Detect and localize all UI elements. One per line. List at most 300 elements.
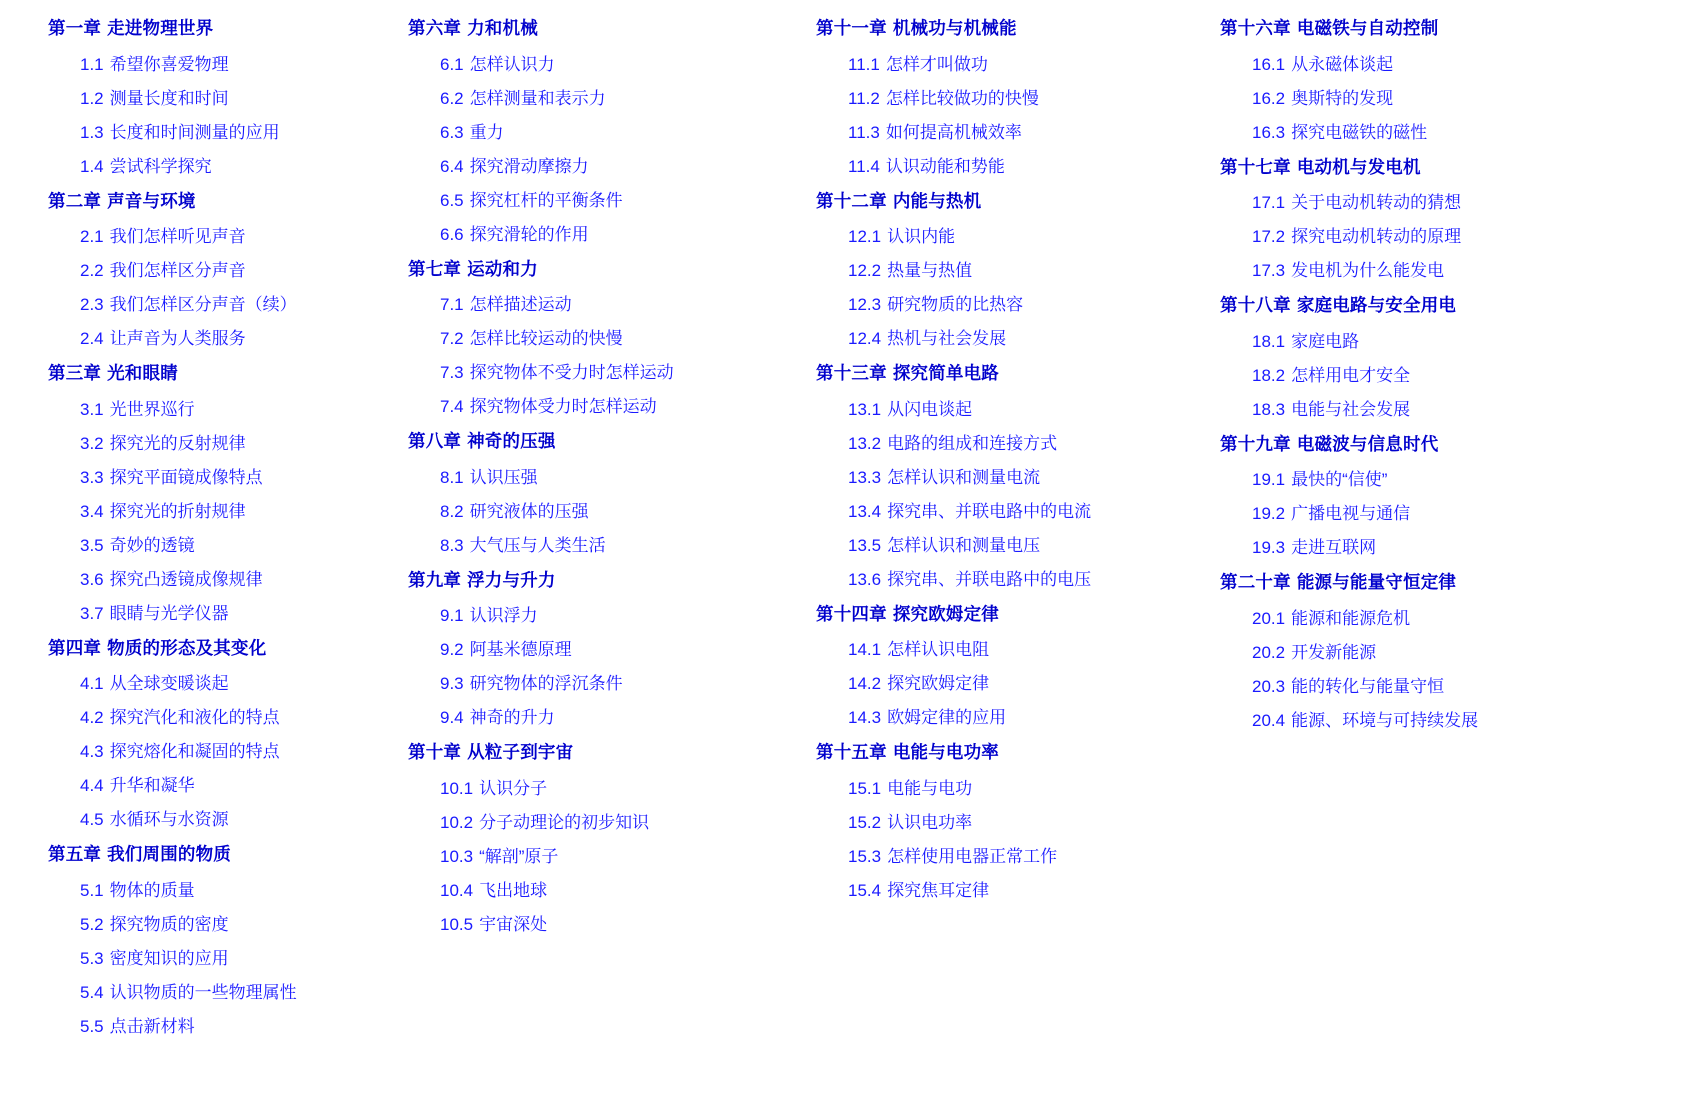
section-link[interactable]: [1220, 324, 1692, 358]
chapter-title: 电能与电功率: [892, 742, 1000, 762]
section-title: 认识浮力: [469, 606, 538, 625]
section-number: 20.2: [1252, 642, 1286, 662]
section-number: 12.3: [848, 295, 882, 314]
section-title: 光世界巡行: [109, 399, 195, 419]
section-title: 能源和能源危机: [1291, 608, 1411, 628]
section-number: 9.1: [440, 606, 464, 625]
section-number: 15.4: [848, 880, 882, 900]
section-title: 希望你喜爱物理: [109, 54, 229, 74]
section-number: 4.1: [80, 674, 104, 693]
chapter-link[interactable]: [1220, 10, 1692, 47]
section-number: 16.2: [1252, 88, 1286, 108]
chapter-number: 第二章: [48, 190, 102, 211]
chapter-number: 第一章: [48, 18, 102, 38]
section-number: 3.6: [80, 569, 104, 589]
section-title: 我们怎样听见声音: [109, 227, 246, 246]
section-number: 15.2: [848, 812, 882, 832]
chapter-title: 电磁铁与自动控制: [1296, 18, 1439, 38]
section-link[interactable]: [408, 287, 804, 321]
section-link[interactable]: [408, 598, 804, 632]
section-link[interactable]: [48, 47, 400, 81]
toc-column: [804, 10, 1212, 907]
chapter-title: 能源与能量守恒定律: [1296, 572, 1457, 592]
section-link[interactable]: [48, 596, 400, 630]
section-number: 15.3: [848, 846, 882, 866]
section-title: 认识内能: [887, 227, 956, 246]
chapter-number: 第八章: [408, 431, 462, 451]
section-title: 欧姆定律的应用: [887, 708, 1007, 727]
section-title: 认识分子: [479, 778, 548, 798]
section-link[interactable]: [48, 700, 400, 734]
section-link[interactable]: [48, 907, 400, 941]
chapter-number: 第十一章: [816, 18, 887, 38]
chapter-link[interactable]: [408, 562, 804, 599]
section-link[interactable]: [48, 149, 400, 183]
section-link[interactable]: [1220, 81, 1692, 115]
section-number: 13.4: [848, 501, 882, 521]
section-link[interactable]: [816, 253, 1212, 287]
section-title: 探究串、并联电路中的电流: [887, 501, 1092, 521]
section-title: 从闪电谈起: [887, 399, 973, 419]
section-link[interactable]: [1220, 253, 1692, 287]
section-title: 家庭电路: [1291, 331, 1360, 351]
section-link[interactable]: [1220, 496, 1692, 530]
section-title: 探究焦耳定律: [887, 880, 990, 900]
section-link[interactable]: [816, 873, 1212, 907]
section-link[interactable]: [816, 115, 1212, 149]
section-number: 10.4: [440, 880, 474, 900]
section-link[interactable]: [816, 632, 1212, 666]
chapter-number: 第六章: [408, 18, 462, 38]
section-number: 6.4: [440, 156, 464, 176]
section-title: 宇宙深处: [479, 914, 548, 934]
section-title: 探究电磁铁的磁性: [1291, 122, 1428, 142]
section-number: 16.1: [1252, 54, 1286, 74]
section-number: 11.2: [848, 88, 880, 108]
chapter-title: 力和机械: [467, 18, 538, 38]
section-number: 18.3: [1252, 399, 1286, 419]
section-number: 7.2: [440, 329, 464, 348]
section-link[interactable]: [1220, 219, 1692, 253]
section-link[interactable]: [816, 528, 1212, 562]
section-title: 研究物质的比热容: [887, 295, 1024, 314]
chapter-number: 第三章: [48, 363, 102, 383]
section-title: 物体的质量: [109, 880, 195, 900]
section-link[interactable]: [48, 562, 400, 596]
section-link[interactable]: [48, 460, 400, 494]
section-title: 怎样比较做功的快慢: [885, 88, 1039, 108]
section-number: 2.3: [80, 295, 104, 314]
section-link[interactable]: [1220, 115, 1692, 149]
section-number: 1.3: [80, 122, 104, 142]
section-title: 密度知识的应用: [109, 948, 229, 968]
chapter-link[interactable]: [408, 423, 804, 460]
section-title: 分子动理论的初步知识: [479, 812, 650, 832]
chapter-title: 我们周围的物质: [107, 844, 232, 864]
section-link[interactable]: [408, 321, 804, 355]
toc-column: [400, 10, 804, 941]
chapter-link[interactable]: [408, 10, 804, 47]
section-title: 探究物体受力时怎样运动: [469, 397, 657, 416]
chapter-number: 第五章: [48, 844, 102, 864]
chapter-number: 第十九章: [1220, 433, 1291, 454]
section-title: 怎样才叫做功: [885, 54, 988, 74]
section-title: 怎样使用电器正常工作: [887, 846, 1058, 866]
section-title: 认识物质的一些物理属性: [109, 982, 297, 1002]
section-number: 11.4: [848, 156, 880, 176]
section-number: 12.4: [848, 329, 882, 348]
section-number: 12.1: [848, 227, 882, 246]
chapter-link[interactable]: [48, 630, 400, 667]
section-number: 12.2: [848, 261, 882, 280]
section-link[interactable]: [48, 321, 400, 355]
section-number: 3.1: [80, 399, 104, 419]
section-number: 3.3: [80, 467, 104, 487]
chapter-title: 家庭电路与安全用电: [1296, 295, 1457, 315]
section-number: 16.3: [1252, 122, 1286, 142]
section-title: 探究汽化和液化的特点: [109, 708, 280, 727]
section-link[interactable]: [1220, 462, 1692, 496]
section-title: 探究欧姆定律: [887, 674, 990, 693]
section-number: 1.4: [80, 156, 104, 176]
section-link[interactable]: [408, 907, 804, 941]
section-link[interactable]: [48, 1009, 400, 1043]
section-number: 5.3: [80, 948, 104, 968]
section-link[interactable]: [1220, 669, 1692, 703]
chapter-title: 声音与环境: [107, 190, 196, 211]
chapter-link[interactable]: [1220, 426, 1692, 463]
section-title: 探究滑轮的作用: [469, 224, 589, 244]
section-link[interactable]: [408, 700, 804, 734]
section-link[interactable]: [408, 873, 804, 907]
section-number: 20.4: [1252, 710, 1286, 730]
section-title: 怎样认识电阻: [887, 640, 990, 659]
section-number: 6.3: [440, 122, 464, 142]
section-number: 19.1: [1252, 470, 1286, 489]
section-link[interactable]: [48, 494, 400, 528]
section-number: 6.2: [440, 88, 464, 108]
section-title: 怎样认识和测量电压: [887, 535, 1041, 555]
section-link[interactable]: [408, 217, 804, 251]
section-number: 1.2: [80, 88, 104, 108]
section-link[interactable]: [816, 287, 1212, 321]
section-title: 怎样测量和表示力: [469, 88, 606, 108]
section-number: 5.5: [80, 1016, 104, 1036]
section-number: 13.1: [848, 399, 882, 419]
chapter-number: 第十二章: [816, 190, 887, 211]
chapter-link[interactable]: [48, 836, 400, 873]
section-link[interactable]: [1220, 185, 1692, 219]
section-title: 从永磁体谈起: [1291, 54, 1394, 74]
section-link[interactable]: [1220, 601, 1692, 635]
section-number: 13.6: [848, 569, 882, 589]
section-number: 2.1: [80, 227, 104, 246]
chapter-title: 浮力与升力: [467, 569, 556, 590]
section-link[interactable]: [1220, 47, 1692, 81]
section-link[interactable]: [408, 183, 804, 217]
section-title: 水循环与水资源: [109, 810, 229, 829]
section-link[interactable]: [408, 115, 804, 149]
section-title: 探究平面镜成像特点: [109, 467, 263, 487]
section-number: 8.1: [440, 467, 464, 487]
section-title: 开发新能源: [1291, 642, 1377, 662]
section-number: 3.5: [80, 535, 104, 555]
section-link[interactable]: [48, 734, 400, 768]
chapter-link[interactable]: [816, 355, 1212, 392]
section-link[interactable]: [48, 253, 400, 287]
section-number: 13.2: [848, 433, 882, 453]
section-title: 探究串、并联电路中的电压: [887, 569, 1092, 589]
chapter-link[interactable]: [48, 355, 400, 392]
section-title: 电能与社会发展: [1291, 399, 1411, 419]
section-link[interactable]: [408, 389, 804, 423]
section-number: 4.3: [80, 742, 104, 761]
section-title: 我们怎样区分声音: [109, 261, 246, 280]
section-link[interactable]: [48, 941, 400, 975]
section-title: 怎样描述运动: [469, 295, 572, 314]
section-number: 18.2: [1252, 365, 1286, 385]
chapter-link[interactable]: [48, 183, 400, 220]
section-number: 15.1: [848, 778, 882, 798]
section-number: 1.1: [80, 54, 104, 74]
section-number: 3.4: [80, 501, 104, 521]
section-link[interactable]: [408, 666, 804, 700]
section-title: 眼睛与光学仪器: [109, 603, 229, 623]
section-title: 电路的组成和连接方式: [887, 433, 1058, 453]
section-number: 4.4: [80, 776, 104, 795]
chapter-number: 第十三章: [816, 363, 887, 383]
section-number: 7.3: [440, 363, 464, 382]
section-number: 8.3: [440, 535, 464, 555]
section-number: 7.4: [440, 397, 464, 416]
section-link[interactable]: [816, 666, 1212, 700]
section-link[interactable]: [408, 771, 804, 805]
chapter-title: 电磁波与信息时代: [1296, 433, 1439, 454]
section-number: 13.5: [848, 535, 882, 555]
section-link[interactable]: [816, 839, 1212, 873]
section-link[interactable]: [48, 666, 400, 700]
section-title: 发电机为什么能发电: [1291, 261, 1445, 280]
section-link[interactable]: [48, 426, 400, 460]
section-number: 7.1: [440, 295, 464, 314]
section-link[interactable]: [48, 287, 400, 321]
chapter-link[interactable]: [816, 734, 1212, 771]
section-number: 10.2: [440, 812, 474, 832]
section-link[interactable]: [1220, 392, 1692, 426]
section-number: 10.3: [440, 846, 474, 866]
section-number: 20.1: [1252, 608, 1286, 628]
section-number: 5.4: [80, 982, 104, 1002]
section-title: 奇妙的透镜: [109, 535, 195, 555]
section-title: 大气压与人类生活: [469, 535, 606, 555]
section-link[interactable]: [1220, 358, 1692, 392]
section-number: 10.5: [440, 914, 474, 934]
section-link[interactable]: [816, 700, 1212, 734]
section-link[interactable]: [816, 219, 1212, 253]
section-link[interactable]: [816, 460, 1212, 494]
section-link[interactable]: [816, 771, 1212, 805]
chapter-link[interactable]: [816, 10, 1212, 47]
section-title: 探究杠杆的平衡条件: [469, 190, 623, 210]
section-number: 4.2: [80, 708, 104, 727]
section-link[interactable]: [816, 805, 1212, 839]
section-link[interactable]: [408, 839, 804, 873]
section-number: 19.2: [1252, 504, 1286, 523]
section-link[interactable]: [408, 528, 804, 562]
section-title: 认识动能和势能: [885, 156, 1005, 176]
section-link[interactable]: [816, 562, 1212, 596]
section-link[interactable]: [408, 805, 804, 839]
section-link[interactable]: [408, 47, 804, 81]
section-link[interactable]: [816, 494, 1212, 528]
section-title: 让声音为人类服务: [109, 329, 246, 348]
section-link[interactable]: [408, 632, 804, 666]
chapter-link[interactable]: [816, 596, 1212, 633]
section-number: 5.1: [80, 880, 104, 900]
chapter-number: 第十七章: [1220, 156, 1291, 177]
chapter-title: 探究简单电路: [892, 363, 1000, 383]
chapter-link[interactable]: [48, 10, 400, 47]
section-title: 点击新材料: [109, 1016, 195, 1036]
chapter-number: 第十章: [408, 742, 462, 762]
section-title: 探究电动机转动的原理: [1291, 227, 1462, 246]
section-number: 17.1: [1252, 193, 1286, 212]
section-title: 尝试科学探究: [109, 156, 212, 176]
section-title: 奥斯特的发现: [1291, 88, 1394, 108]
chapter-title: 电动机与发电机: [1296, 156, 1421, 177]
section-link[interactable]: [1220, 635, 1692, 669]
chapter-title: 光和眼睛: [107, 363, 178, 383]
chapter-title: 物质的形态及其变化: [107, 637, 267, 658]
chapter-link[interactable]: [1220, 564, 1692, 601]
section-number: 5.2: [80, 914, 104, 934]
section-title: 怎样比较运动的快慢: [469, 329, 623, 348]
section-title: 如何提高机械效率: [885, 122, 1022, 142]
section-number: 4.5: [80, 810, 104, 829]
chapter-number: 第九章: [408, 569, 462, 590]
chapter-number: 第十五章: [816, 742, 887, 762]
chapter-title: 运动和力: [467, 258, 538, 279]
section-number: 9.3: [440, 674, 464, 693]
section-title: 最快的“信使”: [1291, 470, 1388, 489]
section-title: 阿基米德原理: [469, 640, 572, 659]
section-link[interactable]: [48, 873, 400, 907]
chapter-link[interactable]: [408, 734, 804, 771]
section-title: 认识压强: [469, 467, 538, 487]
section-link[interactable]: [816, 392, 1212, 426]
section-link[interactable]: [408, 460, 804, 494]
section-number: 11.1: [848, 54, 880, 74]
chapter-title: 机械功与机械能: [892, 18, 1017, 38]
section-link[interactable]: [48, 81, 400, 115]
section-number: 14.2: [848, 674, 882, 693]
section-link[interactable]: [48, 528, 400, 562]
section-link[interactable]: [408, 149, 804, 183]
section-title: 研究物体的浮沉条件: [469, 674, 623, 693]
chapter-title: 内能与热机: [892, 190, 982, 211]
section-link[interactable]: [816, 149, 1212, 183]
section-title: 能源、环境与可持续发展: [1291, 710, 1479, 730]
section-link[interactable]: [48, 392, 400, 426]
section-number: 11.3: [848, 122, 880, 142]
section-link[interactable]: [408, 81, 804, 115]
chapter-number: 第十六章: [1220, 18, 1291, 38]
section-link[interactable]: [816, 426, 1212, 460]
section-number: 14.3: [848, 708, 882, 727]
section-title: 电能与电功: [887, 778, 973, 798]
section-link[interactable]: [48, 768, 400, 802]
section-title: 探究物质的密度: [109, 914, 229, 934]
section-title: 研究液体的压强: [469, 501, 589, 521]
section-title: 探究物体不受力时怎样运动: [469, 363, 674, 382]
section-link[interactable]: [48, 975, 400, 1009]
section-number: 18.1: [1252, 331, 1286, 351]
section-link[interactable]: [408, 355, 804, 389]
section-number: 8.2: [440, 501, 464, 521]
section-title: 探究滑动摩擦力: [469, 156, 589, 176]
chapter-title: 从粒子到宇宙: [467, 742, 574, 762]
section-title: 神奇的升力: [469, 708, 555, 727]
chapter-title: 神奇的压强: [467, 431, 556, 451]
section-title: 长度和时间测量的应用: [109, 122, 280, 142]
section-title: 升华和凝华: [109, 776, 195, 795]
chapter-number: 第七章: [408, 258, 462, 279]
section-title: 测量长度和时间: [109, 88, 229, 108]
chapter-title: 探究欧姆定律: [892, 603, 1000, 624]
section-link[interactable]: [816, 81, 1212, 115]
section-number: 19.3: [1252, 538, 1286, 557]
section-number: 6.1: [440, 54, 464, 74]
section-title: 我们怎样区分声音（续）: [109, 295, 297, 314]
section-title: 从全球变暖谈起: [109, 674, 229, 693]
section-title: 探究凸透镜成像规律: [109, 569, 263, 589]
section-link[interactable]: [1220, 530, 1692, 564]
section-number: 2.4: [80, 329, 104, 348]
section-number: 20.3: [1252, 676, 1286, 696]
section-title: 探究光的折射规律: [109, 501, 246, 521]
chapter-number: 第二十章: [1220, 572, 1291, 592]
section-number: 13.3: [848, 467, 882, 487]
section-title: 怎样认识力: [469, 54, 555, 74]
chapter-link[interactable]: [1220, 287, 1692, 324]
section-title: 走进互联网: [1291, 538, 1377, 557]
chapter-link[interactable]: [1220, 149, 1692, 186]
chapter-link[interactable]: [408, 251, 804, 288]
section-link[interactable]: [816, 47, 1212, 81]
section-number: 17.2: [1252, 227, 1286, 246]
section-link[interactable]: [48, 115, 400, 149]
section-title: 飞出地球: [479, 880, 548, 900]
section-number: 17.3: [1252, 261, 1286, 280]
chapter-title: 走进物理世界: [107, 18, 214, 38]
section-title: 认识电功率: [887, 812, 973, 832]
toc-column: [1212, 10, 1692, 737]
section-link[interactable]: [48, 219, 400, 253]
section-link[interactable]: [1220, 703, 1692, 737]
section-link[interactable]: [816, 321, 1212, 355]
section-title: 热量与热值: [887, 261, 973, 280]
section-title: 怎样用电才安全: [1291, 365, 1411, 385]
section-number: 14.1: [848, 640, 882, 659]
section-title: 热机与社会发展: [887, 329, 1007, 348]
section-number: 3.7: [80, 603, 104, 623]
section-title: “解剖”原子: [479, 846, 559, 866]
section-title: 探究熔化和凝固的特点: [109, 742, 280, 761]
section-link[interactable]: [408, 494, 804, 528]
section-title: 关于电动机转动的猜想: [1291, 193, 1462, 212]
chapter-link[interactable]: [816, 183, 1212, 220]
section-link[interactable]: [48, 802, 400, 836]
